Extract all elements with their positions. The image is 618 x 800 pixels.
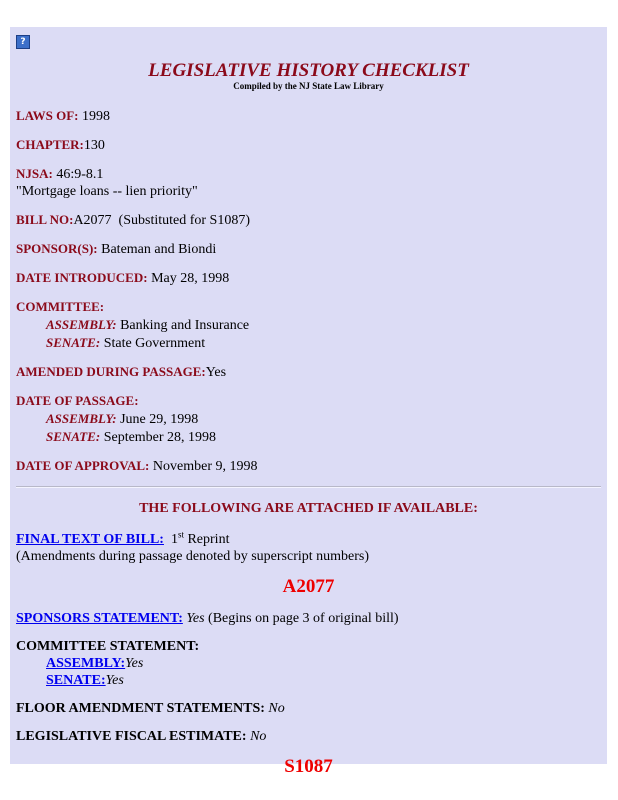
- final-text-note: (Amendments during passage denoted by superscript numbers): [16, 549, 370, 564]
- bill-heading-b: S1087: [284, 756, 333, 777]
- njsa-note: "Mortgage loans -- lien priority": [16, 184, 198, 199]
- amended-label: AMENDED DURING PASSAGE:: [16, 364, 206, 379]
- bill-no-label: BILL NO:: [16, 212, 74, 227]
- fiscal-estimate-value: No: [250, 729, 267, 744]
- amended-row: [16, 363, 601, 381]
- committee-assembly-label: ASSEMBLY:: [46, 317, 117, 332]
- committee-senate-label: SENATE:: [46, 335, 101, 350]
- njsa-label: NJSA:: [16, 166, 53, 181]
- sponsors-row: [16, 240, 601, 258]
- chapter-label: CHAPTER:: [16, 137, 84, 152]
- passage-assembly-value: June 29, 1998: [120, 412, 199, 427]
- date-introduced-value: May 28, 1998: [151, 271, 230, 286]
- passage-senate: [16, 428, 601, 446]
- date-of-approval-label: DATE OF APPROVAL:: [16, 458, 150, 473]
- sponsors-statement-value: Yes: [186, 611, 205, 626]
- chapter-row: [16, 136, 601, 154]
- committee-statement-senate: [16, 672, 601, 689]
- committee-statement-heading: COMMITTEE STATEMENT:: [16, 639, 200, 654]
- committee-row: [16, 298, 601, 352]
- floor-amendment-value: No: [268, 701, 285, 716]
- passage-assembly-label: ASSEMBLY:: [46, 411, 117, 426]
- section-divider: [16, 486, 601, 488]
- page-subtitle: Compiled by the NJ State Law Library: [233, 81, 384, 91]
- committee-assembly-value: Banking and Insurance: [120, 318, 250, 333]
- amended-value: Yes: [205, 365, 227, 380]
- fiscal-estimate-row: [16, 728, 601, 745]
- reprint-ordinal: 1: [170, 532, 178, 547]
- committee-senate: [16, 334, 601, 352]
- date-of-approval-row: [16, 457, 601, 475]
- committee-statement-row: [16, 638, 601, 689]
- sponsors-statement-note: (Begins on page 3 of original bill): [204, 611, 399, 626]
- date-introduced-label: DATE INTRODUCED:: [16, 270, 148, 285]
- floor-amendment-label: FLOOR AMENDMENT STATEMENTS:: [16, 701, 265, 716]
- committee-assembly: [16, 316, 601, 334]
- date-of-passage-label: DATE OF PASSAGE:: [16, 393, 139, 408]
- committee-statement-senate-value: Yes: [105, 673, 124, 688]
- date-introduced-row: [16, 269, 601, 287]
- reprint-label: Reprint: [183, 532, 230, 547]
- final-text-link[interactable]: FINAL TEXT OF BILL:: [16, 532, 164, 547]
- committee-senate-value: State Government: [103, 336, 206, 351]
- bill-no-value: A2077 (Substituted for S1087): [73, 213, 250, 228]
- checklist-page: [10, 27, 607, 777]
- passage-assembly: [16, 410, 601, 428]
- passage-senate-label: SENATE:: [46, 429, 101, 444]
- sponsors-statement-row: [16, 610, 601, 627]
- floor-amendment-row: [16, 700, 601, 717]
- date-of-passage-row: [16, 392, 601, 446]
- sponsors-value: Bateman and Biondi: [101, 242, 217, 257]
- chapter-value: 130: [83, 138, 105, 153]
- committee-label: COMMITTEE:: [16, 299, 105, 314]
- committee-statement-assembly-value: Yes: [125, 656, 144, 671]
- committee-statement-assembly: [16, 655, 601, 672]
- sponsors-label: SPONSOR(S):: [16, 241, 98, 256]
- bill-heading-a: A2077: [282, 576, 335, 597]
- laws-of-row: [16, 107, 601, 125]
- njsa-value: 46:9-8.1: [56, 167, 104, 182]
- attached-heading: THE FOLLOWING ARE ATTACHED IF AVAILABLE:: [139, 501, 478, 516]
- final-text-row: [16, 531, 601, 565]
- fiscal-estimate-label: LEGISLATIVE FISCAL ESTIMATE:: [16, 729, 247, 744]
- committee-statement-assembly-link[interactable]: ASSEMBLY:: [46, 656, 126, 671]
- date-of-approval-value: November 9, 1998: [152, 459, 258, 474]
- help-icon[interactable]: ?: [16, 35, 30, 49]
- bill-no-row: [16, 211, 601, 229]
- reprint-ordinal-suffix: st: [177, 529, 184, 540]
- page-title: LEGISLATIVE HISTORY CHECKLIST: [148, 60, 469, 81]
- passage-senate-value: September 28, 1998: [103, 430, 217, 445]
- laws-of-label: LAWS OF:: [16, 108, 79, 123]
- laws-of-value: 1998: [81, 109, 110, 124]
- sponsors-statement-link[interactable]: SPONSORS STATEMENT:: [16, 611, 183, 626]
- committee-statement-senate-link[interactable]: SENATE:: [46, 673, 106, 688]
- njsa-row: [16, 165, 601, 200]
